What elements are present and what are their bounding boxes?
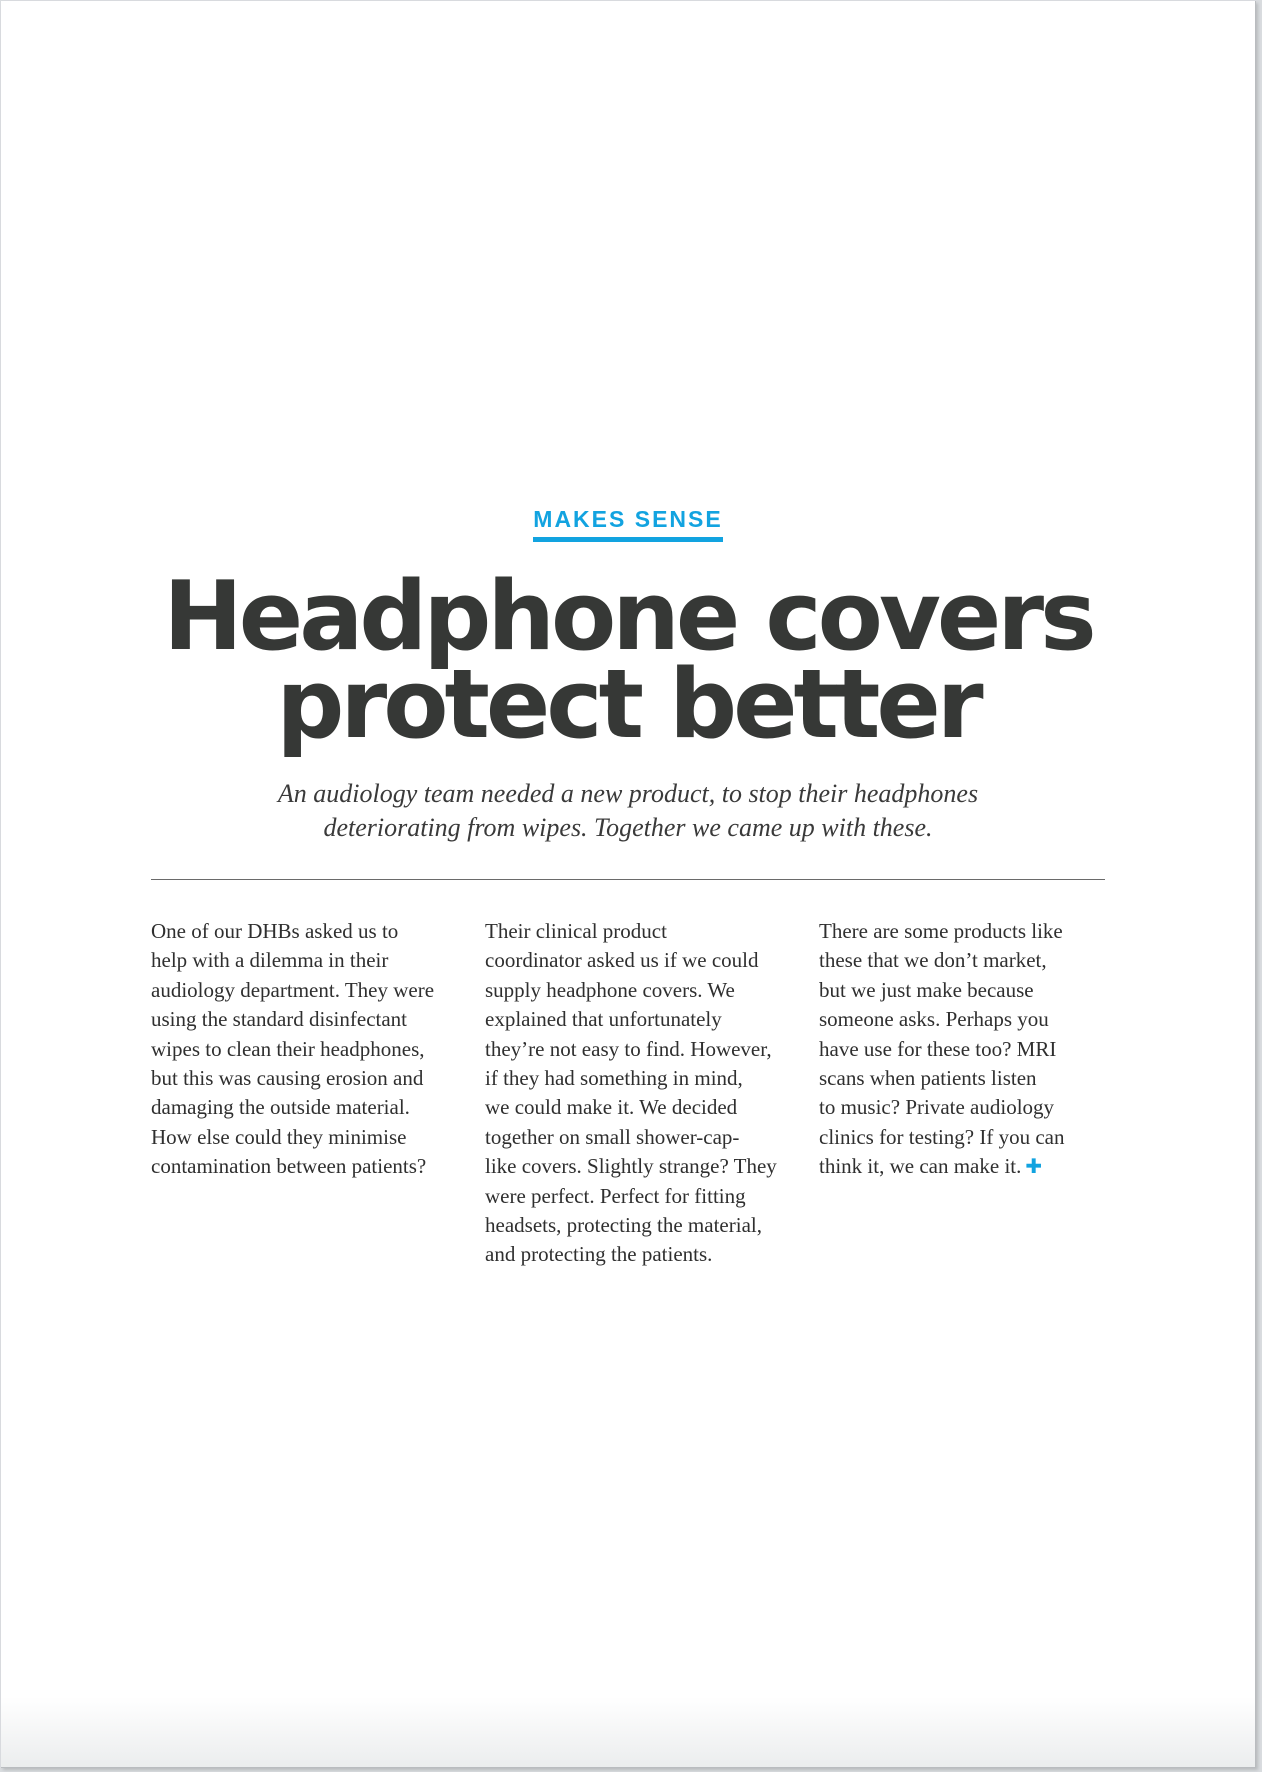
headline-line: Headphone covers [163,562,1093,672]
body-line: together on small shower-cap- [485,1124,740,1149]
body-line: damaging the outside material. [151,1095,410,1120]
body-line: One of our DHBs asked us to [151,919,399,943]
standfirst-line: An audiology team needed a new product, to stop their headphones [277,779,979,808]
body-line: if they had something in mind, [485,1066,743,1091]
body-line: contamination between patients? [151,1154,427,1179]
headline-line: protect better [276,650,980,760]
section-kicker-label: MAKES SENSE [533,506,722,542]
body-line: they’re not easy to find. However, [485,1036,772,1061]
body-line: someone asks. Perhaps you [819,1007,1049,1032]
body-line: but we just make because [819,977,1034,1002]
section-divider [151,879,1105,880]
body-line: have use for these too? MRI [819,1036,1057,1061]
page-bottom-shadow [1,1697,1255,1767]
body-line: help with a dilemma in their [151,948,389,973]
body-line: like covers. Slightly strange? They [485,1154,777,1179]
body-line: audiology department. They were [151,977,435,1002]
body-line: these that we don’t market, [819,948,1047,973]
article-standfirst [1,777,1255,845]
body-line: but this was causing erosion and [151,1066,424,1091]
body-line-text: think it, we can make it. [819,1154,1022,1179]
body-line: and protecting the patients. [485,1242,713,1267]
body-line: to music? Private audiology [819,1095,1055,1120]
body-line: wipes to clean their headphones, [151,1036,425,1061]
body-line: headsets, protecting the material, [485,1213,762,1238]
body-line: clinics for testing? If you can [819,1124,1065,1149]
document-page [1,1,1256,1768]
body-column-2 [485,917,785,1270]
body-line-last [819,1152,1119,1181]
body-line: using the standard disinfectant [151,1007,408,1032]
body-line: coordinator asked us if we could [485,948,759,973]
plus-icon: ✚ [1025,1154,1043,1179]
article-headline [1,562,1255,760]
body-line: were perfect. Perfect for fitting [485,1183,746,1208]
body-column-1 [151,917,451,1182]
body-line: scans when patients listen [819,1066,1037,1091]
body-line: we could make it. We decided [485,1095,738,1120]
body-column-3 [819,917,1119,1182]
body-line: There are some products like [819,919,1063,943]
body-line: supply headphone covers. We [485,977,735,1002]
body-line: How else could they minimise [151,1124,407,1149]
section-kicker [1,506,1255,542]
body-line: explained that unfortunately [485,1007,722,1032]
body-line: Their clinical product [485,919,667,943]
standfirst-line: deteriorating from wipes. Together we came up with these. [323,813,933,842]
